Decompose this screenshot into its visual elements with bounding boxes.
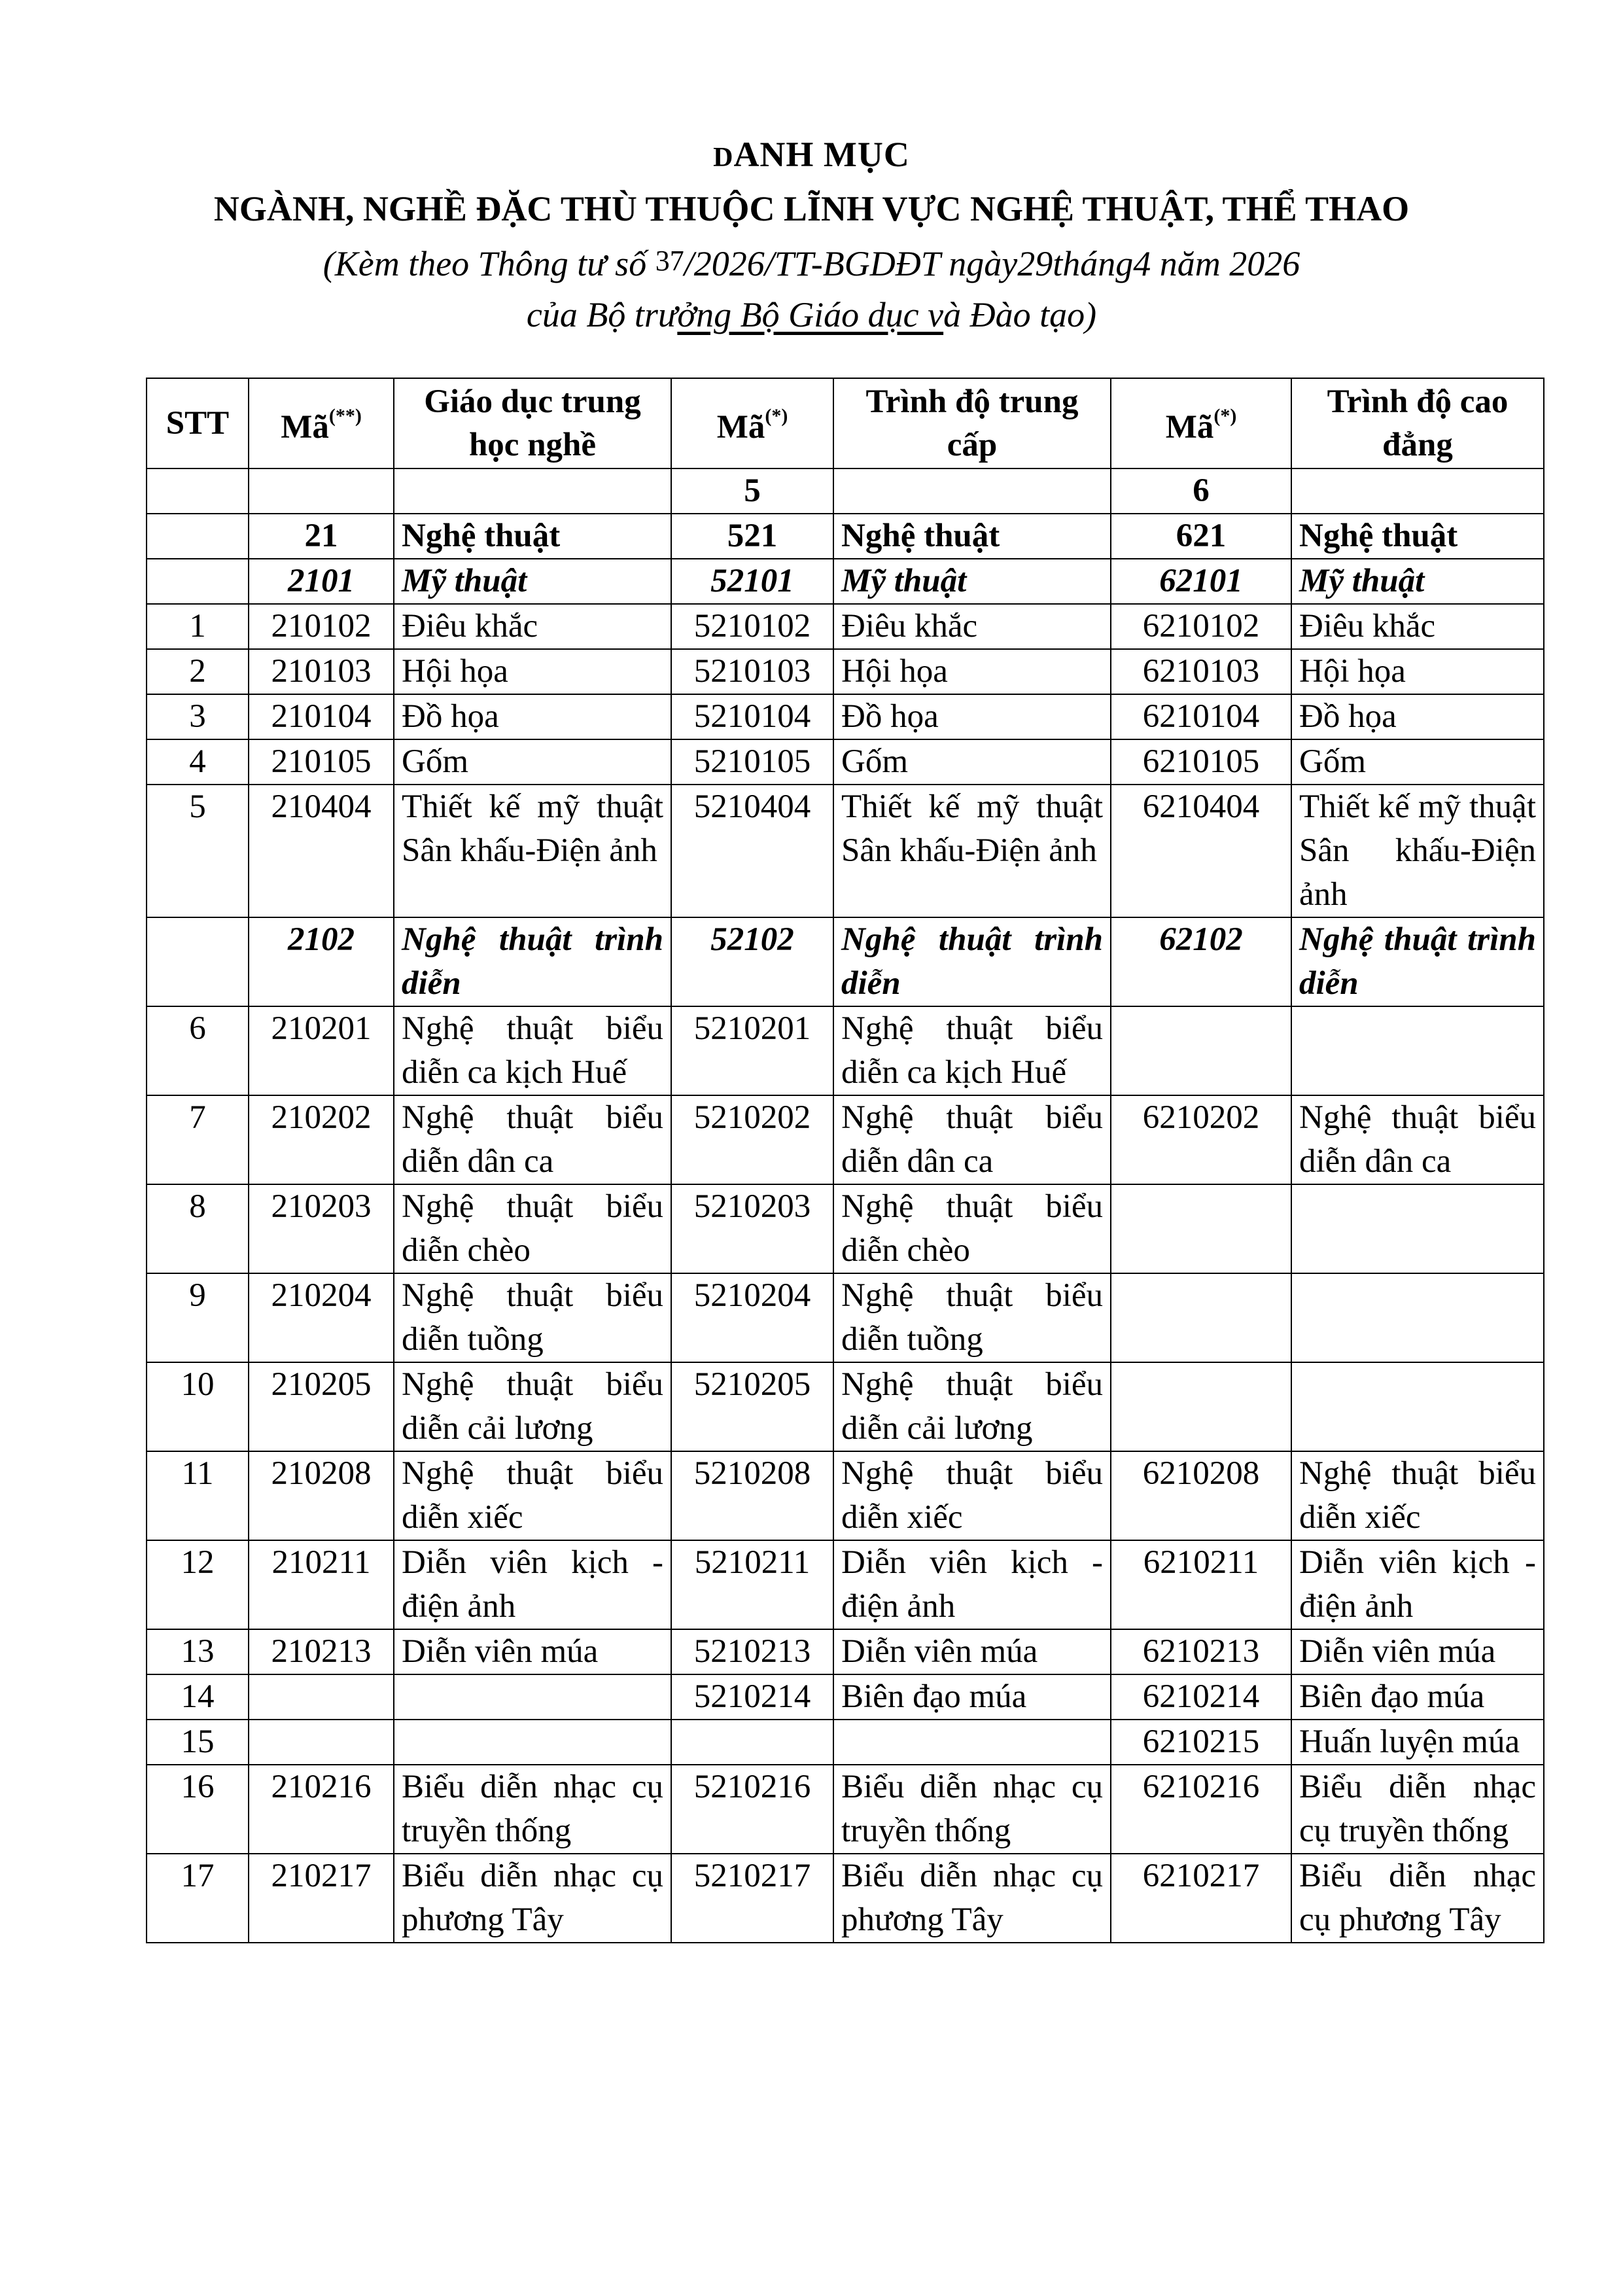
issuer-line [0,294,1623,335]
table-cell: Nghệ thuật trình diễn [833,917,1111,1006]
table-cell: Nghệ thuật biểu diễn cải lương [394,1362,671,1451]
table-cell: 210217 [249,1854,394,1943]
circular-date: /2026/TT-BGDĐT ngày29tháng4 năm 2026 [684,244,1300,283]
table-cell: 210202 [249,1095,394,1184]
table-cell: 6210103 [1111,649,1291,694]
header-intermediate-level: Trình độ trung cấp [833,378,1111,468]
table-cell: 6210404 [1111,785,1291,917]
table-cell: Nghệ thuật [1291,514,1544,559]
table-cell [1111,1273,1291,1362]
table-cell [147,917,249,1006]
table-cell: Nghệ thuật biểu diễn chèo [394,1184,671,1273]
table-cell: 5210217 [671,1854,833,1943]
table-cell [147,514,249,559]
table-cell [1291,1273,1544,1362]
table-cell: Nghệ thuật biểu diễn xiếc [1291,1451,1544,1540]
table-cell: Nghệ thuật biểu diễn ca kịch Huế [394,1006,671,1095]
table-cell: Biểu diễn nhạc cụ phương Tây [1291,1854,1544,1943]
table-cell: Mỹ thuật [1291,559,1544,604]
header-ma-3-note: (*) [1213,404,1237,427]
table-cell: 210201 [249,1006,394,1095]
table-cell: 5210404 [671,785,833,917]
table-cell: 2102 [249,917,394,1006]
table-cell: 21 [249,514,394,559]
table-row [147,1184,1544,1273]
header-ma-1-label: Mã [281,408,329,446]
table-cell: 5210102 [671,604,833,649]
table-cell: Nghệ thuật trình diễn [394,917,671,1006]
table-cell: Nghệ thuật biểu diễn chèo [833,1184,1111,1273]
title-rest: ANH MỤC [733,135,910,174]
header-ma-2 [671,378,833,468]
table-cell: 13 [147,1629,249,1674]
table-cell: Diễn viên múa [394,1629,671,1674]
table-cell: Nghệ thuật biểu diễn tuồng [394,1273,671,1362]
table-cell: Hội họa [1291,649,1544,694]
table-cell: 5210202 [671,1095,833,1184]
table-cell: Mỹ thuật [833,559,1111,604]
table-row [147,739,1544,785]
table-cell: 6210211 [1111,1540,1291,1629]
table-cell: Nghệ thuật trình diễn [1291,917,1544,1006]
table-cell [1111,1362,1291,1451]
subgroup-row [147,917,1544,1006]
table-cell: 5210201 [671,1006,833,1095]
header-ma-1 [249,378,394,468]
table-cell [1291,1006,1544,1095]
table-cell: 52102 [671,917,833,1006]
table-cell: Diễn viên múa [833,1629,1111,1674]
table-cell: 5210216 [671,1765,833,1854]
table-row [147,1006,1544,1095]
table-cell: Hội họa [394,649,671,694]
table-cell: 210103 [249,649,394,694]
table-cell: Thiết kế mỹ thuật Sân khấu-Điện ảnh [833,785,1111,917]
table-cell: 2 [147,649,249,694]
table-cell: 5210104 [671,694,833,739]
group-row [147,514,1544,559]
table-cell: 5 [671,468,833,514]
table-cell [147,468,249,514]
table-cell: Biểu diễn nhạc cụ truyền thống [394,1765,671,1854]
table-cell [394,468,671,514]
table-cell: 62102 [1111,917,1291,1006]
table-cell: Biên đạo múa [833,1674,1111,1720]
table-cell: 14 [147,1674,249,1720]
table-cell: 6210217 [1111,1854,1291,1943]
table-cell: 5210203 [671,1184,833,1273]
header-ma-3-label: Mã [1165,408,1214,446]
table-cell: Điêu khắc [1291,604,1544,649]
table-cell: 6210102 [1111,604,1291,649]
table-cell: 15 [147,1720,249,1765]
header-ma-1-note: (**) [328,404,362,427]
table-cell: 210102 [249,604,394,649]
circular-number: 37 [655,245,684,277]
table-cell: 12 [147,1540,249,1629]
table-row [147,1540,1544,1629]
table-cell: Điêu khắc [833,604,1111,649]
table-cell: Gốm [394,739,671,785]
table-cell: 6210213 [1111,1629,1291,1674]
table-row [147,1765,1544,1854]
table-cell [394,1720,671,1765]
table-cell: Nghệ thuật biểu diễn dân ca [833,1095,1111,1184]
title-prefix: D [713,143,734,173]
table-cell: 210105 [249,739,394,785]
table-row [147,785,1544,917]
header-stt: STT [147,378,249,468]
issuer-part-1: của Bộ trư [526,295,678,334]
table-cell: 5210211 [671,1540,833,1629]
document-subtitle: NGÀNH, NGHỀ ĐẶC THÙ THUỘC LĨNH VỰC NGHỆ THUẬT, THỂ THAO [213,189,1410,228]
table-cell: Hội họa [833,649,1111,694]
table-cell: Thiết kế mỹ thuật Sân khấu-Điện ảnh [394,785,671,917]
table-cell: Nghệ thuật [833,514,1111,559]
table-cell: Nghệ thuật biểu diễn xiếc [394,1451,671,1540]
table-cell: Biểu diễn nhạc cụ truyền thống [1291,1765,1544,1854]
table-cell: 6210214 [1111,1674,1291,1720]
table-row [147,649,1544,694]
table-cell: 5210205 [671,1362,833,1451]
table-cell: Biểu diễn nhạc cụ phương Tây [394,1854,671,1943]
table-cell: 5 [147,785,249,917]
table-cell: Nghệ thuật biểu diễn ca kịch Huế [833,1006,1111,1095]
table-cell: 210216 [249,1765,394,1854]
table-cell: Biểu diễn nhạc cụ truyền thống [833,1765,1111,1854]
table-cell: 1 [147,604,249,649]
table-row [147,604,1544,649]
table-cell: 11 [147,1451,249,1540]
table-cell: 6 [1111,468,1291,514]
table-cell: Huấn luyện múa [1291,1720,1544,1765]
table-cell: 6210216 [1111,1765,1291,1854]
circular-prefix: (Kèm theo Thông tư số [323,244,655,283]
table-cell: 621 [1111,514,1291,559]
table-cell: Điêu khắc [394,604,671,649]
table-cell: 6210105 [1111,739,1291,785]
issuer-part-2: ởng Bộ Giáo dục v [677,295,944,334]
table-cell: Diễn viên kịch - điện ảnh [1291,1540,1544,1629]
table-cell: 210208 [249,1451,394,1540]
table-cell: 6210215 [1111,1720,1291,1765]
header-vocational-secondary: Giáo dục trung học nghề [394,378,671,468]
table-row [147,1720,1544,1765]
table-cell: 210203 [249,1184,394,1273]
table-row [147,1674,1544,1720]
table-cell: Nghệ thuật biểu diễn dân ca [394,1095,671,1184]
table-cell: 210104 [249,694,394,739]
table-cell: Đồ họa [1291,694,1544,739]
table-cell: Nghệ thuật biểu diễn cải lương [833,1362,1111,1451]
header-college-level: Trình độ cao đẳng [1291,378,1544,468]
table-cell: 5210103 [671,649,833,694]
table-cell: Nghệ thuật biểu diễn dân ca [1291,1095,1544,1184]
table-cell: 210213 [249,1629,394,1674]
table-cell: Diễn viên múa [1291,1629,1544,1674]
table-cell: 9 [147,1273,249,1362]
table-cell: 521 [671,514,833,559]
table-cell: Đồ họa [394,694,671,739]
table-row [147,1273,1544,1362]
header-row [147,378,1544,468]
table-cell: 4 [147,739,249,785]
table-cell: 5210204 [671,1273,833,1362]
table-cell: Nghệ thuật biểu diễn tuồng [833,1273,1111,1362]
header-ma-2-note: (*) [765,404,788,427]
table-cell: 62101 [1111,559,1291,604]
table-cell [671,1720,833,1765]
table-cell: Thiết kế mỹ thuật Sân khấu-Điện ảnh [1291,785,1544,917]
table-cell: 2101 [249,559,394,604]
circular-reference [0,243,1623,284]
table-row [147,1854,1544,1943]
document-title [0,134,1623,175]
table-cell [833,1720,1111,1765]
table-cell: 17 [147,1854,249,1943]
issuer-part-3: à Đào tạo) [943,295,1097,334]
table-cell: Gốm [833,739,1111,785]
table-cell: Đồ họa [833,694,1111,739]
table-cell: 6210202 [1111,1095,1291,1184]
table-cell: Mỹ thuật [394,559,671,604]
table-cell: 210205 [249,1362,394,1451]
table-cell: Diễn viên kịch - điện ảnh [833,1540,1111,1629]
table-cell: 3 [147,694,249,739]
table-cell: 210404 [249,785,394,917]
table-cell [1111,1006,1291,1095]
table-row [147,1451,1544,1540]
table-cell: 52101 [671,559,833,604]
header-ma-3 [1111,378,1291,468]
table-cell [147,559,249,604]
table-cell: Biểu diễn nhạc cụ phương Tây [833,1854,1111,1943]
table-cell [249,468,394,514]
table-cell: 6210104 [1111,694,1291,739]
table-cell [249,1674,394,1720]
table-cell [394,1674,671,1720]
table-cell [1291,1184,1544,1273]
table-cell: 7 [147,1095,249,1184]
table-cell: 6210208 [1111,1451,1291,1540]
table-cell [1111,1184,1291,1273]
level-row [147,468,1544,514]
table-cell: 5210208 [671,1451,833,1540]
table-cell: Gốm [1291,739,1544,785]
table-cell: 5210214 [671,1674,833,1720]
table-cell: 8 [147,1184,249,1273]
table-cell [1291,468,1544,514]
table-body [147,468,1544,1943]
table-row [147,1629,1544,1674]
table-cell [1291,1362,1544,1451]
header-ma-2-label: Mã [716,408,765,446]
subgroup-row [147,559,1544,604]
table-cell: 10 [147,1362,249,1451]
table-cell: Nghệ thuật [394,514,671,559]
catalog-table [146,378,1544,1943]
table-cell: 16 [147,1765,249,1854]
table-cell: Biên đạo múa [1291,1674,1544,1720]
table-row [147,694,1544,739]
table-cell: 5210105 [671,739,833,785]
table-cell: 210211 [249,1540,394,1629]
table-row [147,1095,1544,1184]
table-row [147,1362,1544,1451]
table-cell: Diễn viên kịch - điện ảnh [394,1540,671,1629]
table-cell: 5210213 [671,1629,833,1674]
table-cell [249,1720,394,1765]
table-cell: 210204 [249,1273,394,1362]
table-cell: Nghệ thuật biểu diễn xiếc [833,1451,1111,1540]
table-cell: 6 [147,1006,249,1095]
table-cell [833,468,1111,514]
